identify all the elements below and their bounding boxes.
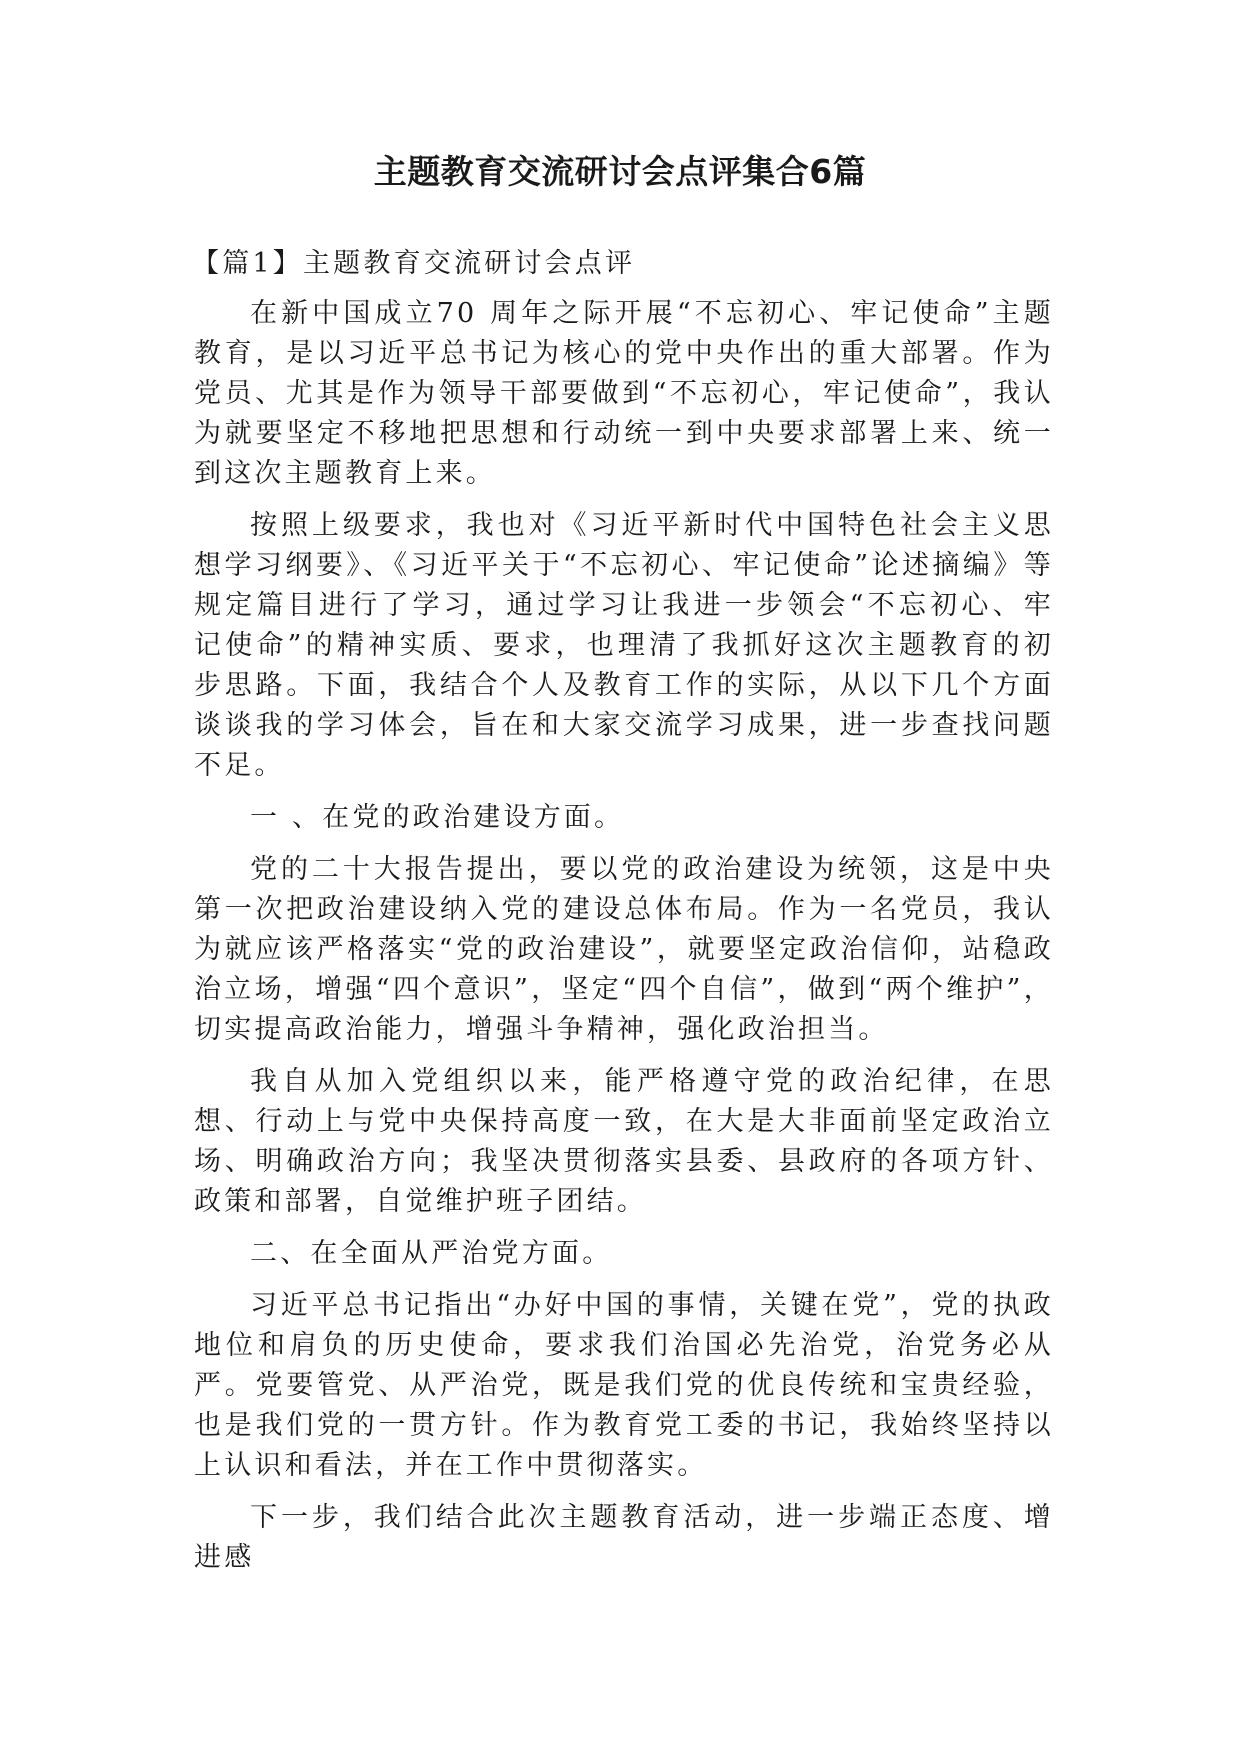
document-title: 主题教育交流研讨会点评集合6篇 xyxy=(373,152,867,191)
section-heading: 【篇1】主题教育交流研讨会点评 xyxy=(192,248,636,279)
paragraph-political-discipline: 我自从加入党组织以来，能严格遵守党的政治纪律，在思想、行动上与党中央保持高度一致，在大是大非面前坚定政治立场、明确政治方向；我坚决贯彻落实县委、县政府的各项方针、政策和部署，自觉维护班子团结。 xyxy=(194,1066,1054,1217)
paragraph-political-construction: 党的二十大报告提出，要以党的政治建设为统领，这是中央第一次把政治建设纳入党的建设总体布局。作为一名党员，我认为就应该严格落实“党的政治建设”，就要坚定政治信仰，站稳政治立场，增强“四个意识”，坚定“四个自信”，做到“两个维护”，切实提高政治能力，增强斗争精神，强化政治担当。 xyxy=(194,854,1054,1045)
paragraph-study: 按照上级要求，我也对《习近平新时代中国特色社会主义思想学习纲要》、《习近平关于“不忘初心、牢记使命”论述摘编》等规定篇目进行了学习，通过学习让我进一步领会“不忘初心、牢记使命”的精神实质、要求，也理清了我抓好这次主题教育的初步思路。下面，我结合个人及教育工作的实际，从以下几个方面谈谈我的学习体会，旨在和大家交流学习成果，进一步查找问题不足。 xyxy=(194,510,1054,781)
subheading-political-construction: 一 、在党的政治建设方面。 xyxy=(250,802,625,833)
paragraph-strict-governance: 习近平总书记指出“办好中国的事情，关键在党”，党的执政地位和肩负的历史使命，要求我们治国必先治党，治党务必从严。党要管党、从严治党，既是我们党的优良传统和宝贵经验，也是我们党的一贯方针。作为教育党工委的书记，我始终坚持以上认识和看法，并在工作中贯彻落实。 xyxy=(194,1290,1054,1481)
document-body xyxy=(194,244,1054,1590)
paragraph-intro: 在新中国成立70 周年之际开展“不忘初心、牢记使命”主题教育，是以习近平总书记为核心的党中央作出的重大部署。作为党员、尤其是作为领导干部要做到“不忘初心，牢记使命”，我认为就要坚定不移地把思想和行动统一到中央要求部署上来、统一到这次主题教育上来。 xyxy=(194,298,1054,489)
subheading-strict-governance: 二、在全面从严治党方面。 xyxy=(250,1238,613,1269)
paragraph-next-step: 下一步，我们结合此次主题教育活动，进一步端正态度、增进感 xyxy=(194,1502,1054,1573)
